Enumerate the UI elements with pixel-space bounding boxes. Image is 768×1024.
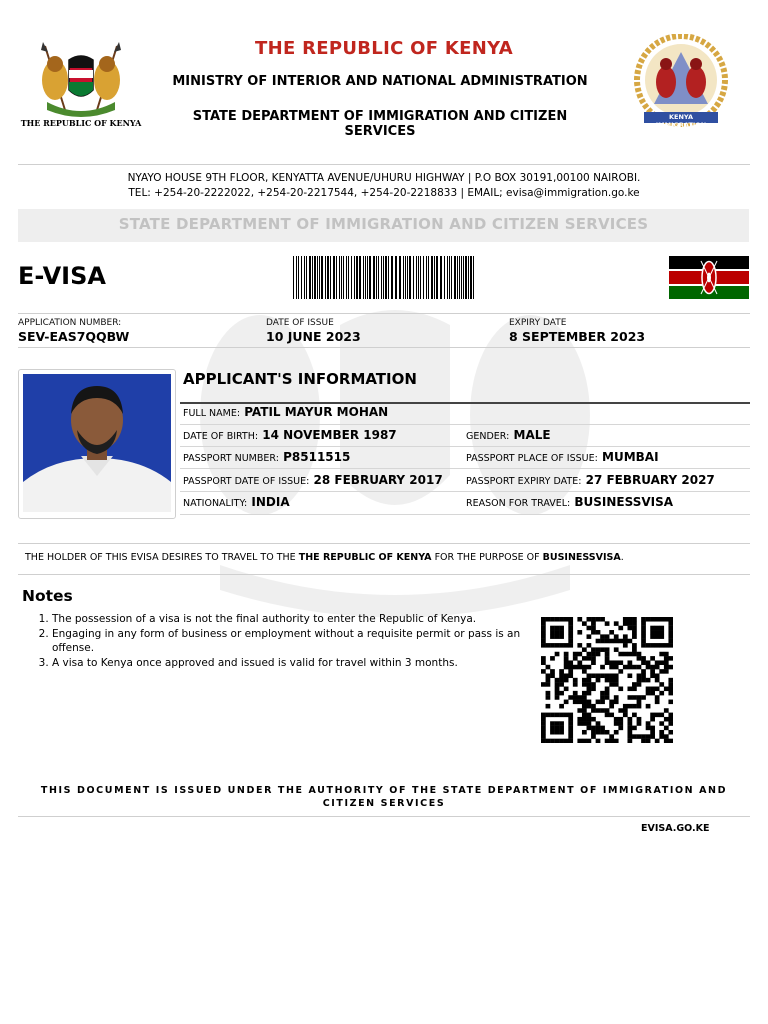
expiry-date-label: EXPIRY DATE — [509, 318, 567, 328]
holder-statement — [25, 552, 624, 563]
website-link[interactable]: EVISA.GO.KE — [641, 823, 710, 834]
passport-number-value: P8511515 — [283, 450, 351, 464]
barcode-icon — [292, 256, 476, 299]
kenya-flag-icon — [669, 256, 749, 299]
divider — [180, 446, 750, 447]
holder-country: THE REPUBLIC OF KENYA — [298, 552, 432, 563]
note-item: 2. Engaging in any form of business or employment without a requisite permit or pass is an offense. — [52, 627, 552, 656]
passport-issue-label: PASSPORT DATE OF ISSUE: — [183, 476, 310, 487]
passport-expiry-field — [466, 473, 715, 487]
holder-purpose: BUSINESSVISA — [542, 552, 621, 563]
divider — [18, 164, 750, 165]
document-type: E-VISA — [18, 262, 106, 290]
reason-value: BUSINESSVISA — [574, 495, 674, 509]
holder-statement-end: . — [620, 552, 624, 563]
passport-expiry-label: PASSPORT EXPIRY DATE: — [466, 476, 582, 487]
divider — [180, 468, 750, 469]
passport-expiry-value: 27 FEBRUARY 2027 — [585, 473, 715, 487]
applicant-info-heading: APPLICANT'S INFORMATION — [183, 370, 417, 388]
immigration-logo-caption: KENYA IMMIGRATION — [655, 113, 707, 129]
nationality-field — [183, 495, 290, 509]
application-number: SEV-EAS7QQBW — [18, 329, 130, 344]
passport-place-value: MUMBAI — [602, 450, 659, 464]
full-name-label: FULL NAME: — [183, 408, 241, 419]
date-of-issue-label: DATE OF ISSUE — [266, 318, 334, 328]
applicant-photo — [23, 374, 171, 512]
emblem-caption: THE REPUBLIC OF KENYA — [20, 118, 142, 128]
contact-line: TEL: +254-20-2222022, +254-20-2217544, +254-20-2218833 | EMAIL; evisa@immigration.go.ke — [128, 187, 640, 199]
gender-value: MALE — [513, 428, 551, 442]
application-number-label: APPLICATION NUMBER: — [18, 318, 122, 328]
nationality-value: INDIA — [251, 495, 290, 509]
dob-field — [183, 428, 397, 442]
state-department-name: STATE DEPARTMENT OF IMMIGRATION AND CITIZEN SERVICES — [192, 109, 568, 139]
reason-label: REASON FOR TRAVEL: — [466, 498, 571, 509]
passport-place-label: PASSPORT PLACE OF ISSUE: — [466, 453, 598, 464]
passport-place-field — [466, 450, 659, 464]
divider — [18, 816, 750, 817]
divider — [180, 491, 750, 492]
divider — [180, 514, 750, 515]
notes-list — [22, 612, 552, 670]
dob-label: DATE OF BIRTH: — [183, 431, 259, 442]
divider — [180, 402, 750, 404]
ministry-name: MINISTRY OF INTERIOR AND NATIONAL ADMINISTRATION — [172, 74, 588, 89]
section-band-text: STATE DEPARTMENT OF IMMIGRATION AND CITIZEN SERVICES — [118, 215, 649, 233]
full-name-value: PATIL MAYUR MOHAN — [244, 405, 389, 419]
dob-value: 14 NOVEMBER 1987 — [262, 428, 397, 442]
authority-statement: THIS DOCUMENT IS ISSUED UNDER THE AUTHORITY OF THE STATE DEPARTMENT OF IMMIGRATION AND CITIZEN SERVICES — [40, 785, 728, 809]
divider — [180, 424, 750, 425]
reason-field — [466, 495, 673, 509]
gender-field — [466, 428, 551, 442]
passport-number-label: PASSPORT NUMBER: — [183, 453, 279, 464]
note-item: 1. The possession of a visa is not the final authority to enter the Republic of Kenya. — [52, 612, 552, 627]
qr-code-icon — [541, 617, 673, 743]
notes-heading: Notes — [22, 587, 73, 605]
expiry-date: 8 SEPTEMBER 2023 — [509, 329, 646, 344]
nationality-label: NATIONALITY: — [183, 498, 248, 509]
page-title: THE REPUBLIC OF KENYA — [255, 38, 513, 59]
note-item: 3. A visa to Kenya once approved and issued is valid for travel within 3 months. — [52, 656, 552, 671]
passport-issue-field — [183, 473, 443, 487]
gender-label: GENDER: — [466, 431, 510, 442]
passport-issue-value: 28 FEBRUARY 2017 — [313, 473, 443, 487]
date-of-issue: 10 JUNE 2023 — [266, 329, 361, 344]
holder-statement-text: FOR THE PURPOSE OF — [431, 552, 543, 563]
address-line: NYAYO HOUSE 9TH FLOOR, KENYATTA AVENUE/UHURU HIGHWAY | P.O BOX 30191,00100 NAIROBI. — [127, 172, 641, 184]
divider — [18, 347, 750, 348]
divider — [18, 543, 750, 544]
divider — [18, 574, 750, 575]
holder-statement-text: THE HOLDER OF THIS EVISA DESIRES TO TRAVEL TO THE — [25, 552, 299, 563]
passport-number-field — [183, 450, 350, 464]
full-name-field — [183, 405, 388, 419]
divider — [18, 313, 750, 314]
